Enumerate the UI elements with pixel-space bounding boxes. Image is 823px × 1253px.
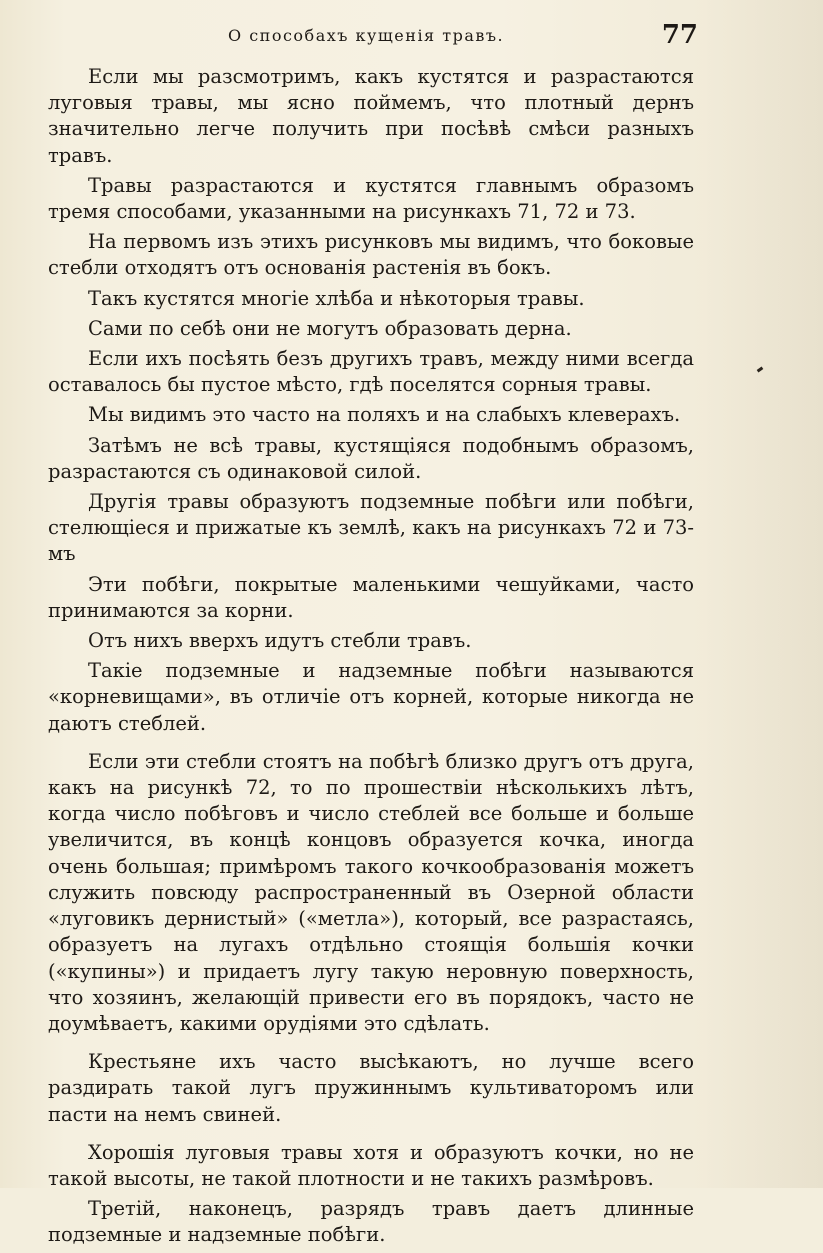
paragraph: Эти побѣги, покрытые маленькими чешуйками, часто принимаются за корни. xyxy=(48,572,694,622)
paragraph: Такъ кустятся многіе хлѣба и нѣкоторыя травы. xyxy=(88,286,585,310)
paragraph: Если эти стебли стоятъ на побѣгѣ близко другъ отъ друга, какъ на рисункѣ 72, то по прошествіи нѣсколькихъ лѣтъ, когда число побѣговъ и число стеблей все больше и больше увеличится, въ концѣ концовъ образуется кочка, иногда очень большая; примѣромъ такого кочкообразованія можетъ служить повсюду распространенный въ Озерной области «луговикъ дернистый» («метла»), который, все разрастаясь, образуетъ на лугахъ отдѣльно стоящія большія кочки («купины») и придаетъ лугу такую неровную поверхность, что хозяинъ, желающій привести его въ порядокъ, часто не доумѣваетъ, какими орудіями это сдѣлать. xyxy=(48,749,694,1035)
page-header xyxy=(48,18,698,52)
running-head: О способахъ кущенія травъ. xyxy=(228,26,505,45)
paragraph: Сами по себѣ они не могутъ образовать дерна. xyxy=(88,316,572,340)
paragraph: На первомъ изъ этихъ рисунковъ мы видимъ, что боковые стебли отходятъ отъ основанія растенія въ бокъ. xyxy=(48,230,694,280)
paragraph: Крестьяне ихъ часто высѣкаютъ, но лучше всего раздирать такой лугъ пружиннымъ культиваторомъ или пасти на немъ свиней. xyxy=(48,1050,694,1126)
paragraph: Хорошія луговыя травы хотя и образуютъ кочки, но не такой высоты, не такой плотности и не такихъ размѣровъ. xyxy=(48,1140,694,1190)
page-edge-shadow xyxy=(703,0,823,1188)
paragraph: Третій, наконецъ, разрядъ травъ даетъ длинные подземные и надземные побѣги. xyxy=(48,1197,694,1247)
paragraph: Если мы разсмотримъ, какъ кустятся и разрастаются луговыя травы, мы ясно поймемъ, что плотный дернъ значительно легче получить при посѣвѣ смѣси разныхъ травъ. xyxy=(48,65,694,167)
paragraph: Мы видимъ это часто на поляхъ и на слабыхъ клеверахъ. xyxy=(88,403,681,427)
paragraph: Отъ нихъ вверхъ идутъ стебли травъ. xyxy=(88,629,472,653)
paragraph: Если ихъ посѣять безъ другихъ травъ, между ними всегда оставалось бы пустое мѣсто, гдѣ поселятся сорныя травы. xyxy=(48,347,694,397)
paragraph: Затѣмъ не всѣ травы, кустящіяся подобнымъ образомъ, разрастаются съ одинаковой силой. xyxy=(48,433,694,483)
paragraph: Травы разрастаются и кустятся главнымъ образомъ тремя способами, указанными на рисункахъ 71, 72 и 73. xyxy=(48,173,694,224)
page-number: 77 xyxy=(661,20,698,50)
paragraph: Другія травы образуютъ подземные побѣги или побѣги, стелющіеся и прижатые къ землѣ, какъ на рисункахъ 72 и 73-мъ xyxy=(48,490,694,566)
paragraph: Такіе подземные и надземные побѣги называются «корневищами», въ отличіе отъ корней, которые никогда не даютъ стеблей. xyxy=(48,659,694,735)
body-text xyxy=(48,64,694,1253)
